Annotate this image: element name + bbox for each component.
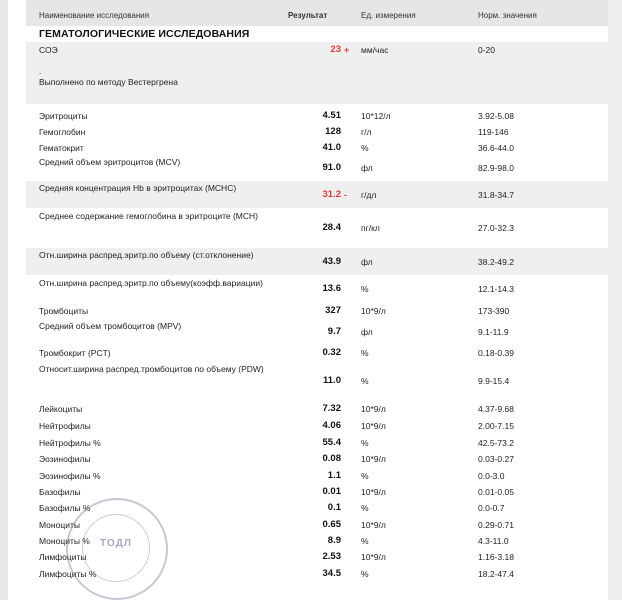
row-result: 0.32 [322, 347, 341, 358]
row-result: 0.1 [327, 502, 341, 513]
table-row [26, 435, 608, 450]
table-row [26, 108, 608, 123]
table-row [26, 484, 608, 499]
row-norm: 18.2-47.4 [478, 569, 514, 579]
row-unit: фл [361, 327, 373, 337]
table-row [26, 468, 608, 483]
stamp-mark: TOДЛ [100, 538, 132, 549]
table-row [26, 181, 608, 208]
header-unit: Ед. измерения [361, 11, 416, 20]
row-unit: пг/кл [361, 223, 380, 233]
row-name: Средний объем эритроцитов (MCV) [39, 157, 181, 167]
row-result: 1.1 [327, 470, 341, 481]
row-name: СОЭ [39, 45, 58, 55]
row-norm: 119-146 [478, 127, 509, 137]
row-unit: % [361, 438, 369, 448]
row-result: 128 [325, 126, 341, 137]
table-row [26, 362, 608, 400]
lab-seal-stamp [66, 498, 168, 600]
soe-method-note: Выполнено по методу Вестергрена [39, 77, 178, 87]
row-unit: % [361, 348, 369, 358]
row-norm: 38.2-49.2 [478, 257, 514, 267]
row-unit: % [361, 143, 369, 153]
row-norm: 36.6-44.0 [478, 143, 514, 153]
row-norm: 3.92-5.08 [478, 111, 514, 121]
soe-dot: . [39, 66, 42, 76]
row-unit: г/л [361, 127, 372, 137]
row-result: 28.4 [322, 222, 341, 233]
row-norm: 42.5-73.2 [478, 438, 514, 448]
row-unit: % [361, 376, 369, 386]
row-name: Нейтрофилы % [39, 438, 101, 448]
row-norm: 27.0-32.3 [478, 223, 514, 233]
lab-results-sheet [26, 0, 608, 600]
row-name: Эозинофилы % [39, 471, 101, 481]
row-unit: % [361, 471, 369, 481]
row-result: 4.51 [322, 110, 341, 121]
row-result: 11.0 [323, 375, 341, 386]
row-name: Базофилы [39, 487, 81, 497]
row-norm: 2.00-7.15 [478, 421, 514, 431]
row-name: Тромбоциты [39, 306, 89, 316]
row-result: 8.9 [327, 535, 341, 546]
table-row [26, 451, 608, 466]
row-name: Отн.ширина распред.эритр.по объему(коэфф.вариации) [39, 278, 263, 288]
row-norm: 0.0-3.0 [478, 471, 505, 481]
row-name: Среднее содержание гемоглобина в эритроците (MCH) [39, 211, 258, 221]
row-unit: 10*9/л [361, 306, 386, 316]
row-name: Отн.ширина распред.эритр.по объему (ст.отклонение) [39, 250, 254, 260]
row-name: Тромбокрит (PCT) [39, 348, 111, 358]
table-row [26, 248, 608, 275]
row-name: Моноциты [39, 520, 80, 530]
row-result: 0.01 [322, 486, 341, 497]
row-result: 9.7 [327, 326, 341, 337]
header-name: Наименование исследования [39, 11, 150, 20]
row-result: 31.2 [322, 189, 341, 200]
row-unit: 10*9/л [361, 421, 386, 431]
row-norm: 0.01-0.05 [478, 487, 514, 497]
row-flag: + [344, 45, 350, 55]
row-norm: 82.9-98.0 [478, 163, 514, 173]
section-title: ГЕМАТОЛОГИЧЕСКИЕ ИССЛЕДОВАНИЯ [39, 28, 250, 40]
table-row [26, 155, 608, 180]
row-name: Гематокрит [39, 143, 84, 153]
header-result: Результат [288, 11, 328, 20]
row-flag: - [344, 190, 347, 200]
row-norm: 0.18-0.39 [478, 348, 514, 358]
row-result: 43.9 [322, 256, 341, 267]
table-row [26, 345, 608, 360]
row-unit: % [361, 284, 369, 294]
row-name: Лимфоциты % [39, 569, 97, 579]
row-name: Лейкоциты [39, 404, 83, 414]
table-row [26, 276, 608, 302]
row-result: 4.06 [322, 420, 341, 431]
row-name: Базофилы % [39, 503, 91, 513]
row-unit: 10*9/л [361, 552, 386, 562]
row-name: Эозинофилы [39, 454, 91, 464]
row-unit: фл [361, 257, 373, 267]
row-norm: 1.16-3.18 [478, 552, 514, 562]
row-unit: 10*9/л [361, 404, 386, 414]
row-norm: 31.8-34.7 [478, 190, 514, 200]
row-unit: % [361, 569, 369, 579]
row-norm: 4.37-9.68 [478, 404, 514, 414]
row-name: Гемоглобин [39, 127, 86, 137]
row-result: 0.08 [322, 453, 341, 464]
row-unit: 10*9/л [361, 520, 386, 530]
table-row [26, 401, 608, 416]
row-unit: мм/час [361, 45, 389, 55]
row-unit: 10*12/л [361, 111, 391, 121]
row-unit: % [361, 503, 369, 513]
row-name: Средний объем тромбоцитов (MPV) [39, 321, 182, 331]
row-result: 2.53 [322, 551, 341, 562]
table-row [26, 319, 608, 344]
row-result: 327 [325, 305, 341, 316]
row-name: Эритроциты [39, 111, 88, 121]
row-norm: 4.3-11.0 [478, 536, 509, 546]
row-name: Лимфоциты [39, 552, 87, 562]
row-norm: 0.29-0.71 [478, 520, 514, 530]
row-unit: г/дл [361, 190, 377, 200]
row-result: 0.65 [322, 519, 341, 530]
table-row [26, 209, 608, 247]
row-result: 34.5 [322, 568, 341, 579]
row-norm: 9.9-15.4 [478, 376, 510, 386]
table-row [26, 418, 608, 433]
row-name: Средняя концентрация Hb в эритроцитах (MCHC) [39, 183, 237, 193]
row-unit: % [361, 536, 369, 546]
row-result: 91.0 [322, 162, 341, 173]
row-name: Относит.ширина распред.тромбоцитов по объему (PDW) [39, 364, 264, 374]
table-row [26, 124, 608, 139]
row-result: 7.32 [322, 403, 341, 414]
row-norm: 0-20 [478, 45, 496, 55]
row-unit: фл [361, 163, 373, 173]
row-norm: 0.03-0.27 [478, 454, 514, 464]
row-result: 13.6 [322, 283, 341, 294]
row-unit: 10*9/л [361, 487, 386, 497]
row-result: 41.0 [322, 142, 341, 153]
viewer-left-edge [0, 0, 8, 600]
table-row-soe [26, 42, 608, 104]
row-result: 23 [330, 44, 341, 55]
row-result: 55.4 [322, 437, 341, 448]
row-norm: 12.1-14.3 [478, 284, 514, 294]
header-norm: Норм. значения [478, 11, 537, 20]
table-row [26, 303, 608, 318]
viewer-scrollbar[interactable] [607, 0, 622, 600]
row-norm: 173-390 [478, 306, 510, 316]
table-header [26, 0, 608, 26]
row-name: Нейтрофилы [39, 421, 91, 431]
row-norm: 9.1-11.9 [478, 327, 509, 337]
table-row [26, 140, 608, 155]
row-name: Моноциты % [39, 536, 90, 546]
row-norm: 0.0-0.7 [478, 503, 505, 513]
row-unit: 10*9/л [361, 454, 386, 464]
